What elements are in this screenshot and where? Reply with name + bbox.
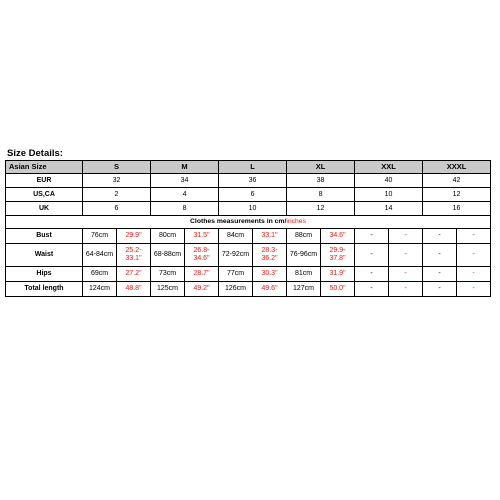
inch-value-cell: -	[389, 267, 423, 282]
header-size: S	[83, 161, 151, 174]
cm-value-cell: -	[355, 229, 389, 244]
cm-value-cell: 88cm	[287, 229, 321, 244]
page-title: Size Details:	[7, 148, 63, 159]
table-cell: 42	[423, 174, 491, 188]
cm-value-cell: 76-96cm	[287, 244, 321, 267]
table-row	[6, 188, 491, 202]
inch-value-cell: -	[389, 282, 423, 297]
header-size: XXXL	[423, 161, 491, 174]
cm-value-cell: -	[423, 229, 457, 244]
row-label: EUR	[6, 174, 83, 188]
table-row	[6, 202, 491, 216]
measurements-heading	[6, 216, 491, 229]
inch-value-cell: 29.9"	[117, 229, 151, 244]
inch-value-cell: -	[457, 267, 491, 282]
table-cell: 32	[83, 174, 151, 188]
inch-value-cell: 28.3-36.2"	[253, 244, 287, 267]
inch-value-cell: 26.8-34.6"	[185, 244, 219, 267]
inch-value-cell: 30.3"	[253, 267, 287, 282]
header-size: M	[151, 161, 219, 174]
inch-value-cell: 33.1"	[253, 229, 287, 244]
measurement-row	[6, 229, 491, 244]
table-cell: 10	[219, 202, 287, 216]
size-header-row	[6, 161, 491, 174]
cm-value-cell: 124cm	[83, 282, 117, 297]
cm-value-cell: 81cm	[287, 267, 321, 282]
table-cell: 38	[287, 174, 355, 188]
inch-value-cell: 28.7"	[185, 267, 219, 282]
measurements-heading-row	[6, 216, 491, 229]
table-cell: 10	[355, 188, 423, 202]
size-chart-table	[5, 160, 491, 297]
inch-value-cell: -	[457, 282, 491, 297]
table-cell: 16	[423, 202, 491, 216]
cm-value-cell: 69cm	[83, 267, 117, 282]
inch-value-cell: -	[389, 229, 423, 244]
inch-value-cell: -	[457, 229, 491, 244]
measurements-heading-prefix: Clothes measurements in cm/	[190, 218, 287, 225]
row-label: US,CA	[6, 188, 83, 202]
header-size: L	[219, 161, 287, 174]
inch-value-cell: 49.6"	[253, 282, 287, 297]
table-cell: 8	[151, 202, 219, 216]
table-cell: 36	[219, 174, 287, 188]
table-cell: 4	[151, 188, 219, 202]
cm-value-cell: -	[423, 282, 457, 297]
cm-value-cell: -	[355, 282, 389, 297]
row-label: Waist	[6, 244, 83, 267]
cm-value-cell: 73cm	[151, 267, 185, 282]
cm-value-cell: -	[355, 244, 389, 267]
inch-value-cell: 48.8"	[117, 282, 151, 297]
table-cell: 12	[287, 202, 355, 216]
cm-value-cell: 127cm	[287, 282, 321, 297]
inch-value-cell: -	[457, 244, 491, 267]
inch-value-cell: 31.5"	[185, 229, 219, 244]
measurements-heading-inches: inches	[286, 218, 306, 225]
row-label: UK	[6, 202, 83, 216]
table-cell: 14	[355, 202, 423, 216]
cm-value-cell: 77cm	[219, 267, 253, 282]
cm-value-cell: 80cm	[151, 229, 185, 244]
measurement-row	[6, 244, 491, 267]
inch-value-cell: 27.2"	[117, 267, 151, 282]
table-cell: 6	[219, 188, 287, 202]
table-cell: 34	[151, 174, 219, 188]
row-label: Bust	[6, 229, 83, 244]
inch-value-cell: -	[389, 244, 423, 267]
cm-value-cell: -	[423, 267, 457, 282]
header-size: XXL	[355, 161, 423, 174]
inch-value-cell: 34.6"	[321, 229, 355, 244]
cm-value-cell: -	[423, 244, 457, 267]
table-cell: 2	[83, 188, 151, 202]
inch-value-cell: 31.9"	[321, 267, 355, 282]
table-cell: 8	[287, 188, 355, 202]
cm-value-cell: -	[355, 267, 389, 282]
header-label: Asian Size	[6, 161, 83, 174]
table-row	[6, 174, 491, 188]
table-cell: 40	[355, 174, 423, 188]
inch-value-cell: 50.0"	[321, 282, 355, 297]
header-size: XL	[287, 161, 355, 174]
row-label: Total length	[6, 282, 83, 297]
cm-value-cell: 125cm	[151, 282, 185, 297]
cm-value-cell: 76cm	[83, 229, 117, 244]
cm-value-cell: 84cm	[219, 229, 253, 244]
inch-value-cell: 29.9-37.8"	[321, 244, 355, 267]
cm-value-cell: 68-88cm	[151, 244, 185, 267]
cm-value-cell: 72-92cm	[219, 244, 253, 267]
inch-value-cell: 49.2"	[185, 282, 219, 297]
measurement-row	[6, 267, 491, 282]
table-cell: 6	[83, 202, 151, 216]
table-cell: 12	[423, 188, 491, 202]
cm-value-cell: 126cm	[219, 282, 253, 297]
row-label: Hips	[6, 267, 83, 282]
measurement-row	[6, 282, 491, 297]
inch-value-cell: 25.2-33.1"	[117, 244, 151, 267]
cm-value-cell: 64-84cm	[83, 244, 117, 267]
